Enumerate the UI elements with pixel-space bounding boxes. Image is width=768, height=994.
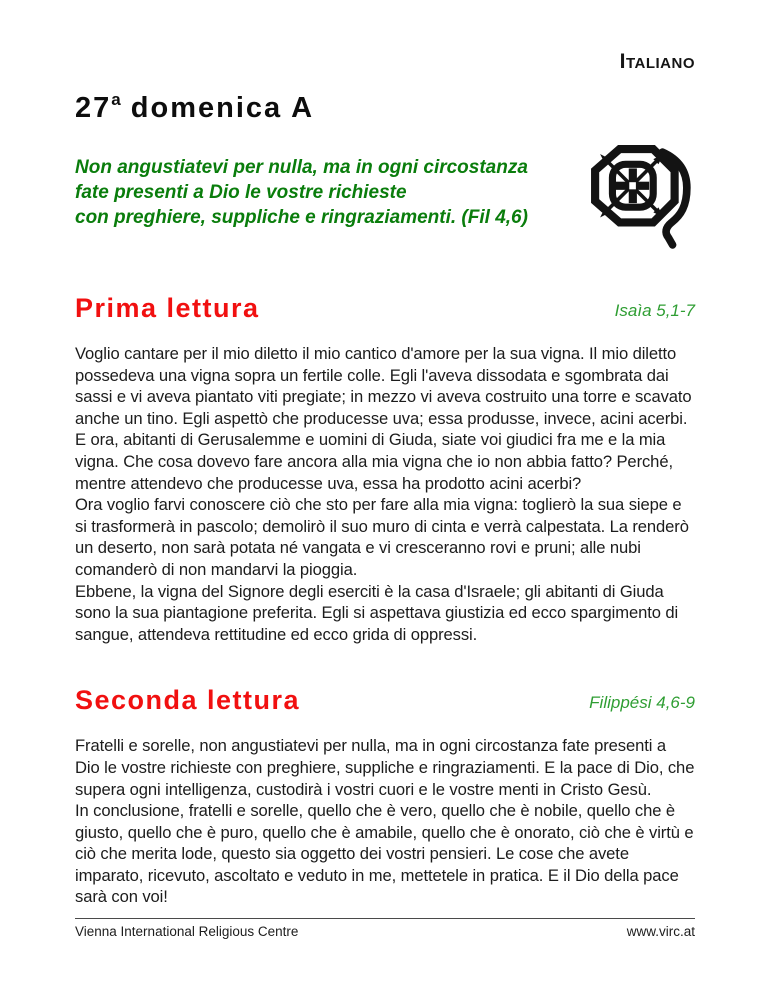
page-title-ordinal: a <box>111 90 121 109</box>
paragraph: Ebbene, la vigna del Signore degli eserciti è la casa d'Israele; gli abitanti di Giuda sono la sua piantagione preferita. Egli si aspettava giustizia ed ecco spargimento di sangue, attendeva rettitudine ed ecco grida di oppressi. <box>75 581 679 644</box>
page-title-number: 27 <box>75 92 112 124</box>
paragraph: Fratelli e sorelle, non angustiatevi per nulla, ma in ogni circostanza fate presenti a Dio le vostre richieste con preghiere, suppliche e ringraziamenti. E la pace di Dio, che supera ogni intelligenza, custodirà i vostri cuori e le vostre menti in Cristo Gesù. <box>75 736 695 799</box>
paragraph: In conclusione, fratelli e sorelle, quello che è vero, quello che è nobile, quello che è giusto, quello che è puro, quello che è amabile, quello che è onorato, ciò che è virtù e ciò che merita lode, questo sia oggetto dei vostri pensieri. Le cose che avete imparato, ricevuto, ascoltato e veduto in me, mettetele in pratica. E il Dio della pace sarà con voi! <box>75 801 694 907</box>
section-title: Seconda lettura <box>75 685 301 716</box>
footer-website: www.virc.at <box>626 924 695 939</box>
language-label: Italiano <box>619 50 695 73</box>
section-body-seconda-lettura <box>75 735 695 908</box>
footer-organization: Vienna International Religious Centre <box>75 924 299 939</box>
paragraph: E ora, abitanti di Gerusalemme e uomini di Giuda, siate voi giudici fra me e la mia vigna. Che cosa dovevo fare ancora alla mia vigna che io non abbia fatto? Perché, mentre attendevo che producesse uva, essa ha prodotto acini acerbi? <box>75 430 673 493</box>
quote-line: fate presenti a Dio le vostre richieste <box>75 182 407 203</box>
quote-line: con preghiere, suppliche e ringraziamenti. (Fil 4,6) <box>75 207 528 228</box>
page-title-rest: domenica A <box>130 92 315 124</box>
quote-line: Non angustiatevi per nulla, ma in ogni circostanza <box>75 157 528 178</box>
page-title <box>75 90 695 125</box>
page-content <box>75 0 695 908</box>
paragraph: Ora voglio farvi conoscere ciò che sto per fare alla mia vigna: toglierò la sua siepe e si trasformerà in pascolo; demolirò il suo muro di cinta e verrà calpestata. La renderò un deserto, non sarà potata né vangata e vi cresceranno rovi e pruni; alle nubi comanderò di non mandarvi la pioggia. <box>75 495 689 579</box>
section-header-seconda-lettura <box>75 685 695 716</box>
section-reference: Isaìa 5,1-7 <box>614 301 695 320</box>
scripture-quote <box>75 155 589 230</box>
section-reference: Filippési 4,6-9 <box>589 693 695 713</box>
header-row <box>75 151 695 251</box>
page-footer <box>75 918 695 939</box>
paragraph: Voglio cantare per il mio diletto il mio cantico d'amore per la sua vigna. Il mio diletto possedeva una vigna sopra un fertile colle. Egli l'aveva dissodata e sgombrata dai sassi e vi aveva piantato viti pregiate; in mezzo vi aveva costruito una torre e scavato anche un tino. Egli aspettò che producesse uva; essa produsse, invece, acini acerbi. <box>75 344 692 428</box>
section-body-prima-lettura <box>75 343 695 645</box>
section-header-prima-lettura <box>75 293 695 324</box>
language-row <box>75 50 695 74</box>
virc-emblem-icon <box>589 145 695 251</box>
section-title: Prima lettura <box>75 293 260 323</box>
